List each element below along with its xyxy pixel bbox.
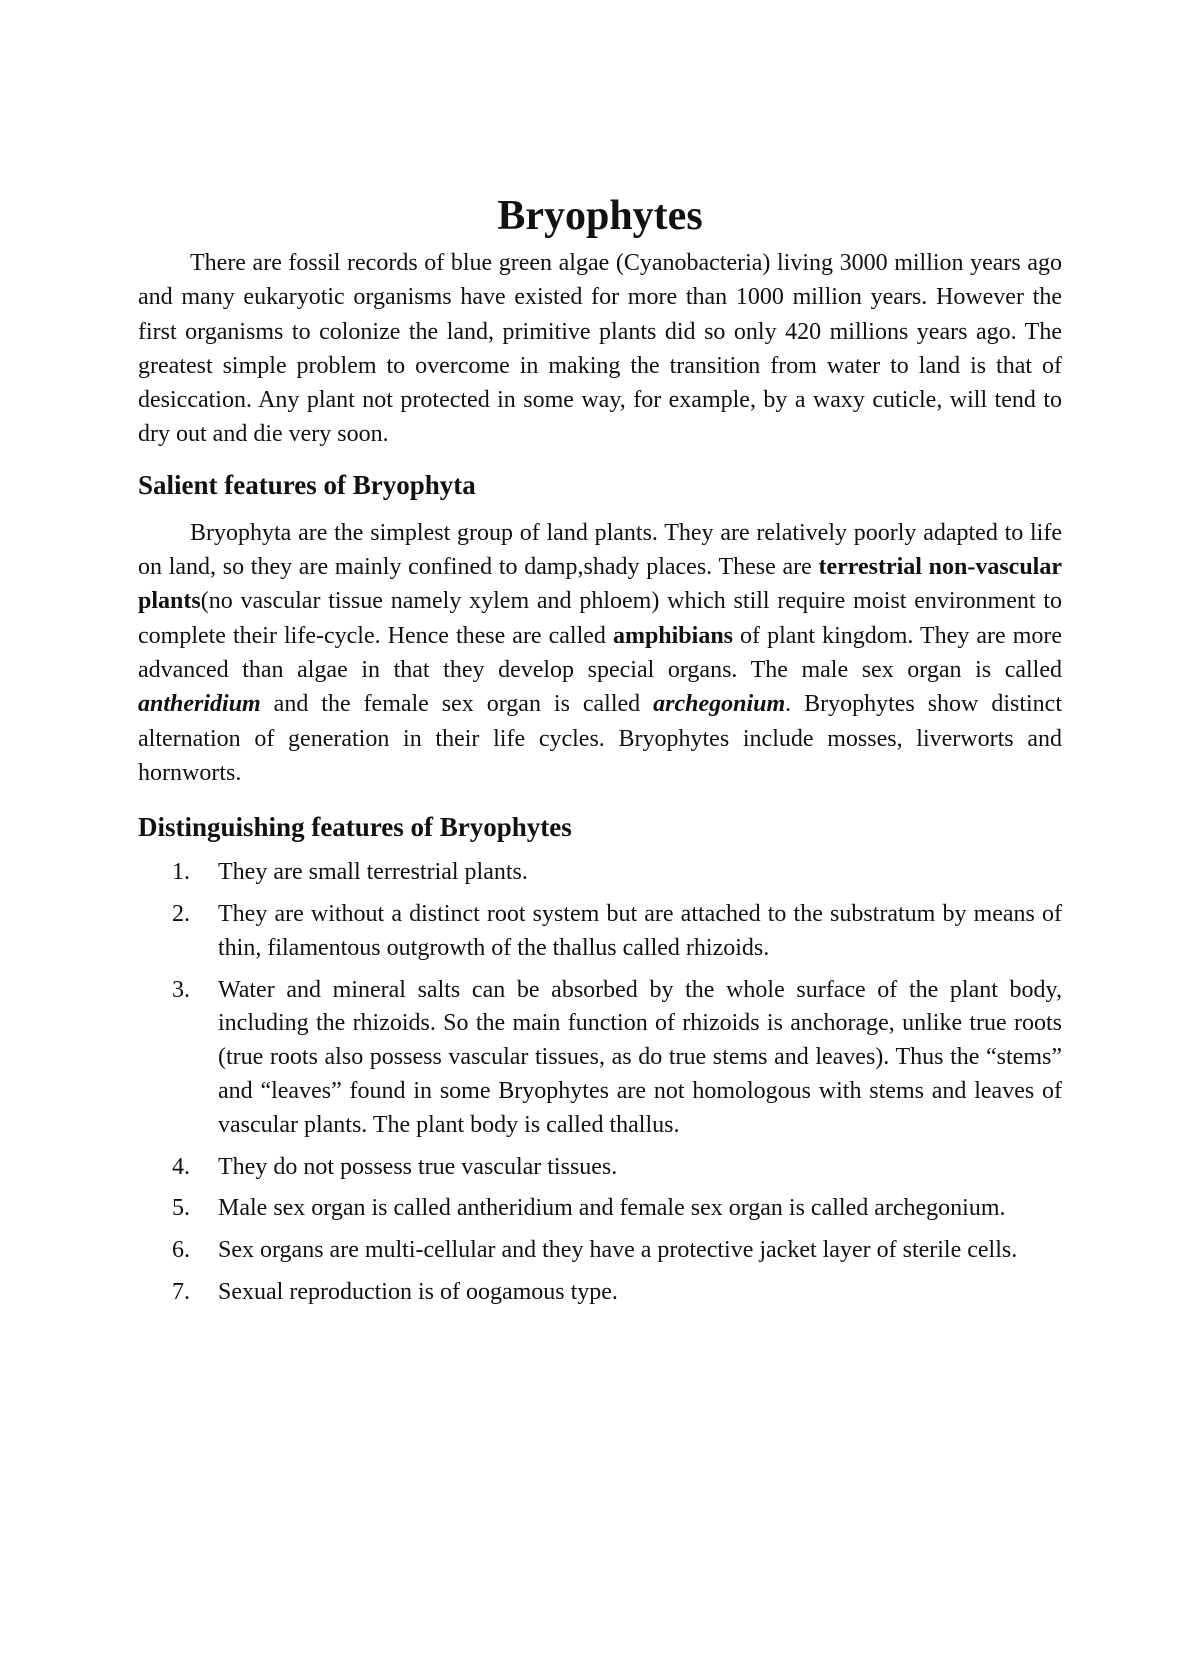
list-item-number: 3. xyxy=(172,976,190,1003)
page-title: Bryophytes xyxy=(497,193,703,239)
list-item xyxy=(138,1151,1062,1185)
list-item-text: They are without a distinct root system but are attached to the substratum by means of thin, filamentous outgrowth of the thallus called rhizoids. xyxy=(218,900,1062,961)
salient-text-part-5: . Bryophytes show distinct alternation of generation in their life cycles. Bryophytes include mosses, liverworts and hornworts. xyxy=(138,691,1062,786)
list-item-number: 4. xyxy=(172,1153,190,1180)
list-item-text: Water and mineral salts can be absorbed by the whole surface of the plant body, including the rhizoids. So the main function of rhizoids is anchorage, unlike true roots (true roots also possess vascular tissues, as do true stems and leaves). Thus the “stems” and “leaves” found in some Bryophytes are not homologous with stems and leaves of vascular plants. The plant body is called thallus. xyxy=(218,976,1062,1138)
salient-text-part-2: (no vascular tissue namely xylem and phloem) which still require moist environment to complete their life-cycle. Hence these are called xyxy=(138,588,1062,649)
term-antheridium: antheridium xyxy=(138,691,261,718)
salient-text-part-1: Bryophyta are the simplest group of land plants. They are relatively poorly adapted to life on land, so they are mainly confined to damp,shady places. These are xyxy=(138,519,1062,581)
list-item-number: 2. xyxy=(172,900,190,927)
list-item xyxy=(138,1192,1062,1226)
term-archegonium: archegonium xyxy=(653,691,786,718)
list-item xyxy=(138,1276,1062,1310)
distinguishing-features-list xyxy=(138,856,1062,1310)
list-item xyxy=(138,974,1062,1143)
list-item-text: They do not possess true vascular tissues. xyxy=(218,1153,618,1180)
list-item-number: 6. xyxy=(172,1237,190,1264)
list-item-text: They are small terrestrial plants. xyxy=(218,859,528,886)
intro-paragraph: There are fossil records of blue green algae (Cyanobacteria) living 3000 million years ago and many eukaryotic organisms have existed for more than 1000 million years. However the first organisms to colonize the land, primitive plants did so only 420 millions years ago. The greatest simple problem to overcome in making the transition from water to land is that of desiccation. Any plant not protected in some way, for example, by a waxy cuticle, will tend to dry out and die very soon. xyxy=(138,250,1062,448)
salient-text-part-4: and the female sex organ is called xyxy=(260,691,654,718)
list-item xyxy=(138,898,1062,966)
list-item-number: 5. xyxy=(172,1195,190,1222)
list-item xyxy=(138,856,1062,890)
list-item-text: Sexual reproduction is of oogamous type. xyxy=(218,1278,618,1305)
salient-text-part-3: of plant kingdom. They are more advanced than algae in that they develop special organs. The male sex organ is called xyxy=(138,622,1063,683)
list-item-number: 7. xyxy=(172,1278,190,1305)
document-content xyxy=(138,190,1062,1318)
list-item-text: Sex organs are multi-cellular and they have a protective jacket layer of sterile cells. xyxy=(218,1237,1018,1264)
salient-features-heading: Salient features of Bryophyta xyxy=(138,469,476,500)
distinguishing-features-heading: Distinguishing features of Bryophytes xyxy=(138,812,572,843)
term-amphibians: amphibians xyxy=(612,622,734,649)
term-non-vascular-plants: terrestrial non-vascular plants xyxy=(138,554,1062,615)
list-item-text: Male sex organ is called antheridium and female sex organ is called archegonium. xyxy=(218,1195,1006,1222)
salient-features-paragraph xyxy=(138,516,1062,790)
list-item-number: 1. xyxy=(172,859,190,886)
list-item xyxy=(138,1234,1062,1268)
